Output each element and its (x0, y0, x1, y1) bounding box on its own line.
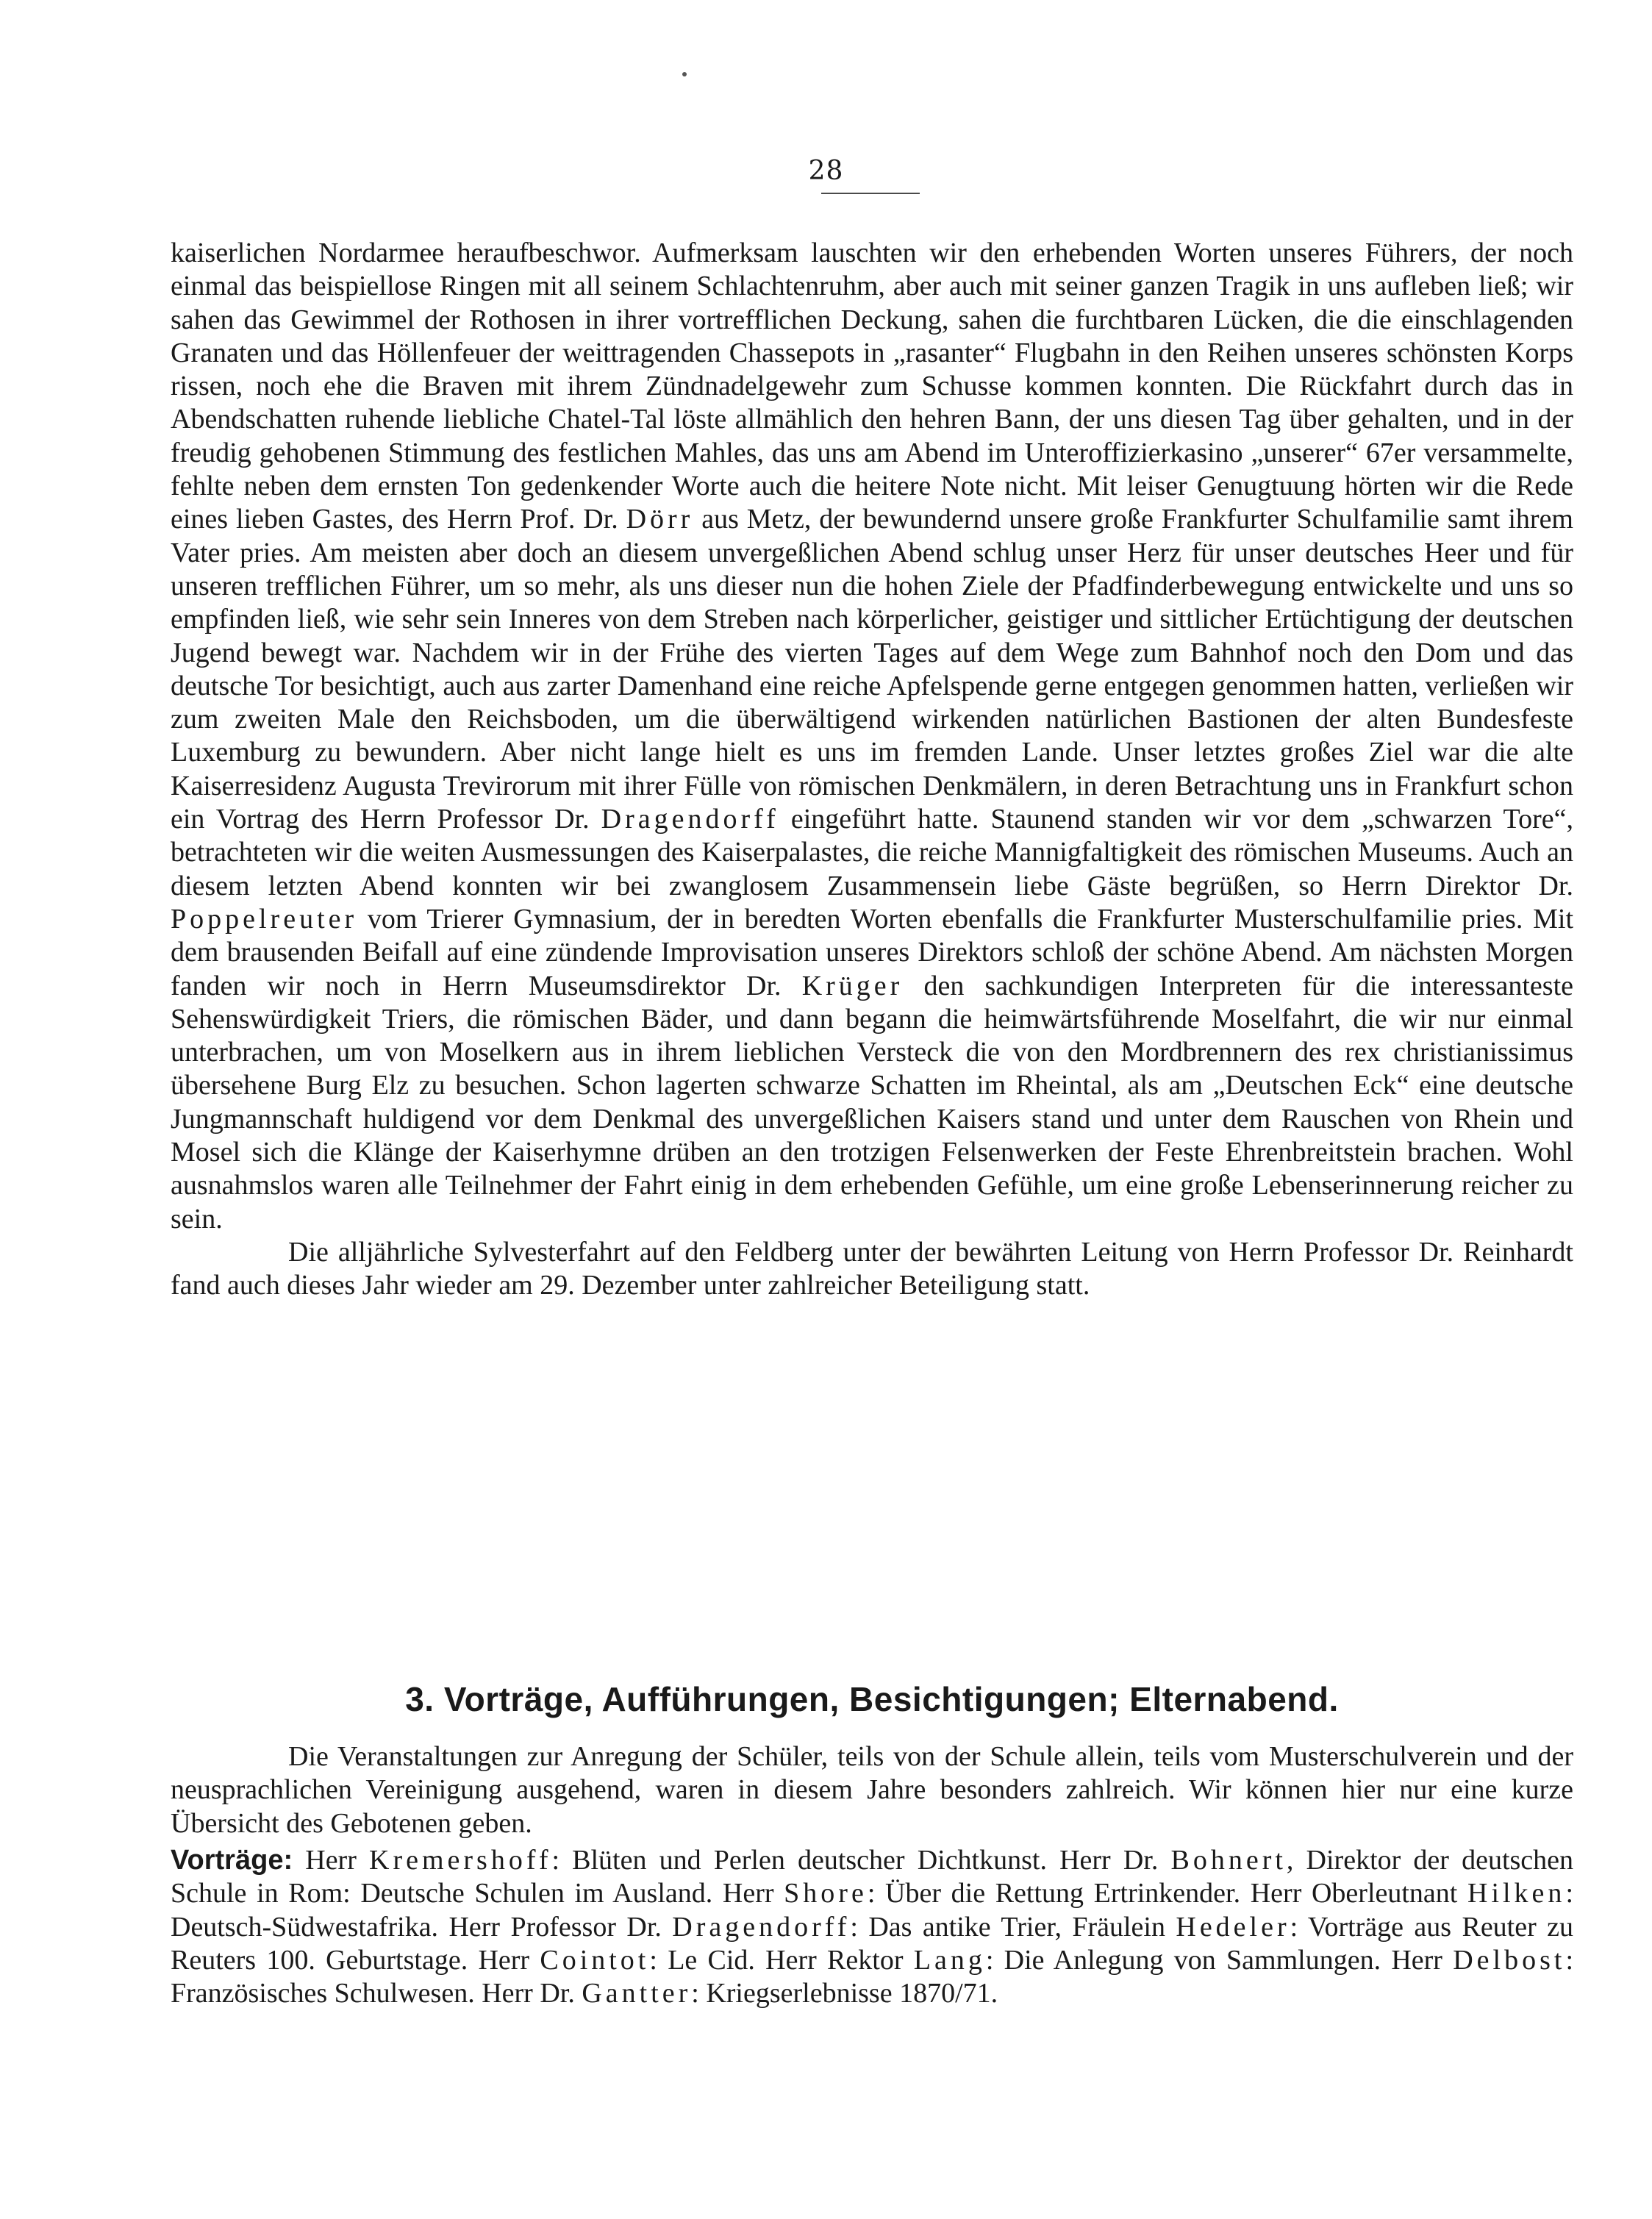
print-speck (682, 72, 687, 76)
text-run: : Le Cid. Herr Rektor (649, 1944, 904, 1976)
page-number-rule (821, 193, 920, 194)
text-run: : Vorträge aus Reuter zu Reuters 100. Geburtstage. Herr (171, 1911, 1574, 1976)
person-name: Hedeler (1176, 1911, 1290, 1943)
person-name: Gantter (582, 1978, 692, 2009)
text-run: : Das antike Trier, Fräulein (850, 1911, 1165, 1943)
lectures-block (171, 1844, 1573, 2010)
person-name: Delbost (1453, 1944, 1566, 1976)
person-name: Shore (784, 1878, 868, 1909)
text-run: eingeführt hatte. Staunend standen wir vor dem „schwarzen Tore“, betrachteten wir die weiten Ausmessungen des Kaiserpalastes, die reiche Mannigfaltigkeit des römischen Museums. Auch an diesem letzten Abend konnten wir bei zwanglosem Zusammensein liebe Gäste begrüßen, so Herrn Direktor Dr. (171, 804, 1574, 901)
person-name: Dragendorff (672, 1911, 851, 1943)
text-run: kaiserlichen Nordarmee heraufbeschwor. Aufmerksam lauschten wir den erhebenden Worten unseres Führers, der noch einmal das beispiellose Ringen mit all seinem Schlachtenruhm, aber auch mit seiner ganzen Tragik in uns aufleben ließ; wir sahen das Gewimmel der Rothosen in ihrer vortrefflichen Deckung, sahen die furchtbaren Lücken, die die einschlagenden Granaten und das Höllenfeuer der weittragenden Chassepots in „rasanter“ Flugbahn in den Reihen unseres schönsten Korps rissen, noch ehe die Braven mit ihrem Zündnadelgewehr zum Schusse kommen konnten. Die Rückfahrt durch das in Abendschatten ruhende liebliche Chatel-Tal löste allmählich den hehren Bann, der uns diesen Tag über gehalten, und in der freudig gehobenen Stimmung des festlichen Mahles, das uns am Abend im Unteroffizierkasino „unserer“ 67er versammelte, fehlte neben dem ernsten Ton gedenkender Worte auch die heitere Note nicht. Mit leiser Genugtuung hörten wir die Rede eines lieben Gastes, des Herrn Prof. Dr. (171, 237, 1573, 535)
text-run: Herr (305, 1845, 357, 1876)
person-name: Poppelreuter (171, 903, 358, 935)
text-run: : Französisches Schulwesen. Herr Dr. (171, 1944, 1574, 2009)
person-name: Cointot (540, 1944, 650, 1976)
section-intro-block (171, 1740, 1573, 1840)
section-heading: 3. Vorträge, Aufführungen, Besichtigungen; Elternabend. (405, 1680, 1339, 1718)
page-number: 28 (808, 156, 844, 186)
text-run: , Direktor der deutschen Schule in Rom: Deutsche Schulen im Ausland. Herr (171, 1845, 1574, 1909)
text-run: : Kriegserlebnisse 1870/71. (691, 1978, 998, 2009)
person-name: Lang (913, 1944, 986, 1976)
text-run: : Blüten und Perlen deutscher Dichtkunst. Herr Dr. (551, 1845, 1159, 1876)
text-run: : Die Anlegung von Sammlungen. Herr (985, 1944, 1442, 1976)
person-name: Kremershoff (369, 1845, 552, 1876)
text-run: den sachkundigen Interpreten für die interessanteste Sehenswürdigkeit Triers, die römischen Bäder, und dann begann die heimwärtsführende Moselfahrt, die wir nur einmal unterbrachen, um von Moselkern aus in ihrem lieblichen Versteck die von den Mordbrennern des rex christianissimus übersehene Burg Elz zu besuchen. Schon lagerten schwarze Schatten im Rheintal, als am „Deutschen Eck“ eine deutsche Jungmannschaft huldigend vor dem Denkmal des unvergeßlichen Kaisers stand und unter dem Rauschen von Rhein und Mosel sich die Klänge der Kaiserhymne drüben an den trotzigen Felsenwerken der Feste Ehrenbreitstein brachen. Wohl ausnahmslos waren alle Teilnehmer der Fahrt einig in dem erhebenden Gefühle, um eine große Lebenserinnerung reicher zu sein. (171, 970, 1574, 1234)
person-name: Bohnert (1170, 1845, 1287, 1876)
text-run: : Über die Rettung Ertrinkender. Herr Oberleutnant (867, 1878, 1458, 1909)
person-name: Dragendorff (601, 804, 779, 835)
person-name: Dörr (626, 504, 694, 535)
paragraph-lectures (171, 1844, 1573, 2010)
text-run: : Deutsch-Südwestafrika. Herr Professor Dr. (171, 1878, 1573, 1943)
paragraph-sylvesterfahrt: Die alljährliche Sylvesterfahrt auf den Feldberg unter der bewährten Leitung von Herrn Professor Dr. Reinhardt fand auch dieses Jahr wieder am 29. Dezember unter zahlreicher Beteiligung statt. (171, 1236, 1573, 1301)
paragraph-excursion (171, 237, 1573, 1236)
person-name: Krüger (801, 970, 904, 1001)
text-run: aus Metz, der bewundernd unsere große Frankfurter Schulfamilie samt ihrem Vater pries. Am meisten aber doch an diesem unvergeßlichen Abend schlug unser Herz für unser deutsches Heer und für unseren trefflichen Führer, um so mehr, als uns dieser nun die hohen Ziele der Pfadfinderbewegung entwickelte und uns so empfinden ließ, wie sehr sein Inneres von dem Streben nach körperlicher, geistiger und sittlicher Ertüchtigung der deutschen Jugend bewegt war. Nachdem wir in der Frühe des vierten Tages auf dem Wege zum Bahnhof noch den Dom und das deutsche Tor besichtigt, auch aus zarter Damenhand eine reiche Apfelspende gerne entgegen genommen hatten, verließen wir zum zweiten Male den Reichsboden, um die überwältigend wirkenden natürlichen Bastionen der alten Bundesfeste Luxemburg zu bewundern. Aber nicht lange hielt es uns im fremden Lande. Unser letztes großes Ziel war die alte Kaiserresidenz Augusta Trevirorum mit ihrer Fülle von römischen Denkmälern, in deren Betrachtung uns in Frankfurt schon ein Vortrag des Herrn Professor Dr. (171, 504, 1573, 835)
paragraph-section-intro: Die Veranstaltungen zur Anregung der Schüler, teils von der Schule allein, teils vom Musterschulverein und der neusprachlichen Vereinigung ausgehend, waren in diesem Jahre besonders zahlreich. Wir können hier nur eine kurze Übersicht des Gebotenen geben. (171, 1741, 1573, 1839)
lectures-label: Vorträge: (171, 1845, 293, 1876)
person-name: Hilken (1467, 1878, 1566, 1909)
main-text-block (171, 237, 1573, 1303)
text-run: vom Trierer Gymnasium, der in beredten Worten ebenfalls die Frankfurter Musterschulfamilie pries. Mit dem brausenden Beifall auf eine zündende Improvisation unseres Direktors schloß der schöne Abend. Am nächsten Morgen fanden wir noch in Herrn Museumsdirektor Dr. (171, 903, 1574, 1001)
